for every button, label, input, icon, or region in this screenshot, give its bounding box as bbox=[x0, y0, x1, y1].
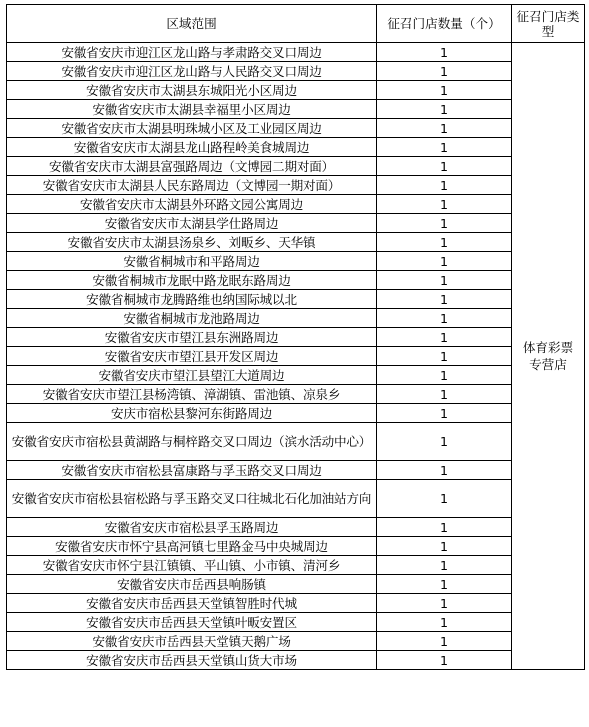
area-cell: 安徽省桐城市和平路周边 bbox=[7, 252, 377, 271]
table-row bbox=[7, 480, 585, 518]
count-cell: 1 bbox=[377, 100, 512, 119]
count-cell: 1 bbox=[377, 176, 512, 195]
area-cell: 安徽省安庆市岳西县响肠镇 bbox=[7, 575, 377, 594]
count-cell: 1 bbox=[377, 575, 512, 594]
area-cell: 安徽省安庆市岳西县天堂镇山货大市场 bbox=[7, 651, 377, 670]
area-cell: 安徽省安庆市望江县杨湾镇、漳湖镇、雷池镇、凉泉乡 bbox=[7, 385, 377, 404]
table-row bbox=[7, 556, 585, 575]
table-row bbox=[7, 176, 585, 195]
area-cell: 安徽省桐城市龙腾路维也纳国际城以北 bbox=[7, 290, 377, 309]
area-cell: 安徽省安庆市怀宁县江镇镇、平山镇、小市镇、清河乡 bbox=[7, 556, 377, 575]
count-cell: 1 bbox=[377, 119, 512, 138]
table-row bbox=[7, 214, 585, 233]
area-cell: 安徽省安庆市迎江区龙山路与人民路交叉口周边 bbox=[7, 62, 377, 81]
area-cell: 安徽省安庆市太湖县学仕路周边 bbox=[7, 214, 377, 233]
store-recruitment-table bbox=[6, 4, 585, 670]
count-cell: 1 bbox=[377, 347, 512, 366]
table-row bbox=[7, 252, 585, 271]
table-row bbox=[7, 309, 585, 328]
area-cell: 安徽省安庆市岳西县天堂镇天鹅广场 bbox=[7, 632, 377, 651]
count-cell: 1 bbox=[377, 518, 512, 537]
area-cell: 安徽省桐城市龙池路周边 bbox=[7, 309, 377, 328]
store-type-line: 专营店 bbox=[529, 357, 567, 372]
table-row bbox=[7, 233, 585, 252]
area-cell: 安徽省安庆市岳西县天堂镇智胜时代城 bbox=[7, 594, 377, 613]
count-cell: 1 bbox=[377, 632, 512, 651]
table-row bbox=[7, 651, 585, 670]
table-row bbox=[7, 575, 585, 594]
table-row bbox=[7, 385, 585, 404]
area-cell: 安徽省安庆市望江县望江大道周边 bbox=[7, 366, 377, 385]
count-cell: 1 bbox=[377, 328, 512, 347]
table-row bbox=[7, 100, 585, 119]
count-cell: 1 bbox=[377, 480, 512, 518]
count-cell: 1 bbox=[377, 214, 512, 233]
area-cell: 安徽省安庆市岳西县天堂镇叶畈安置区 bbox=[7, 613, 377, 632]
table-row bbox=[7, 537, 585, 556]
count-cell: 1 bbox=[377, 290, 512, 309]
area-cell: 安徽省安庆市太湖县东城阳光小区周边 bbox=[7, 81, 377, 100]
count-cell: 1 bbox=[377, 537, 512, 556]
table-row bbox=[7, 43, 585, 62]
table-row bbox=[7, 81, 585, 100]
count-cell: 1 bbox=[377, 43, 512, 62]
area-cell: 安徽省安庆市太湖县明珠城小区及工业园区周边 bbox=[7, 119, 377, 138]
area-cell: 安徽省安庆市太湖县幸福里小区周边 bbox=[7, 100, 377, 119]
table-row bbox=[7, 62, 585, 81]
area-cell: 安徽省安庆市宿松县黄湖路与桐梓路交叉口周边（滨水活动中心） bbox=[7, 423, 377, 461]
table-row bbox=[7, 632, 585, 651]
store-type-line: 体育彩票 bbox=[522, 340, 574, 355]
area-cell: 安徽省安庆市望江县开发区周边 bbox=[7, 347, 377, 366]
table-row bbox=[7, 195, 585, 214]
store-recruitment-table-sheet bbox=[6, 4, 584, 670]
count-cell: 1 bbox=[377, 556, 512, 575]
table-row bbox=[7, 138, 585, 157]
header-type: 征召门店类型 bbox=[512, 5, 585, 43]
table-row bbox=[7, 613, 585, 632]
header-count: 征召门店数量（个） bbox=[377, 5, 512, 43]
header-area: 区域范围 bbox=[7, 5, 377, 43]
count-cell: 1 bbox=[377, 385, 512, 404]
count-cell: 1 bbox=[377, 252, 512, 271]
area-cell: 安徽省桐城市龙眠中路龙眠东路周边 bbox=[7, 271, 377, 290]
table-row bbox=[7, 119, 585, 138]
table-row bbox=[7, 290, 585, 309]
count-cell: 1 bbox=[377, 195, 512, 214]
table-row bbox=[7, 347, 585, 366]
table-header-row bbox=[7, 5, 585, 43]
count-cell: 1 bbox=[377, 613, 512, 632]
count-cell: 1 bbox=[377, 404, 512, 423]
area-cell: 安徽省安庆市宿松县宿松路与孚玉路交叉口往城北石化加油站方向 bbox=[7, 480, 377, 518]
table-row bbox=[7, 328, 585, 347]
table-row bbox=[7, 366, 585, 385]
area-cell: 安徽省安庆市太湖县龙山路程岭美食城周边 bbox=[7, 138, 377, 157]
area-cell: 安徽省安庆市怀宁县高河镇七里路金马中央城周边 bbox=[7, 537, 377, 556]
count-cell: 1 bbox=[377, 138, 512, 157]
count-cell: 1 bbox=[377, 366, 512, 385]
table-row bbox=[7, 271, 585, 290]
area-cell: 安徽省安庆市太湖县人民东路周边（文博园一期对面） bbox=[7, 176, 377, 195]
table-row bbox=[7, 404, 585, 423]
table-row bbox=[7, 423, 585, 461]
count-cell: 1 bbox=[377, 651, 512, 670]
count-cell: 1 bbox=[377, 594, 512, 613]
table-row bbox=[7, 461, 585, 480]
area-cell: 安徽省安庆市太湖县汤泉乡、刘畈乡、天华镇 bbox=[7, 233, 377, 252]
area-cell: 安徽省安庆市太湖县外环路文园公寓周边 bbox=[7, 195, 377, 214]
area-cell: 安庆市宿松县黎河东街路周边 bbox=[7, 404, 377, 423]
table-row bbox=[7, 157, 585, 176]
table-body bbox=[7, 43, 585, 670]
table-row bbox=[7, 594, 585, 613]
area-cell: 安徽省安庆市宿松县孚玉路周边 bbox=[7, 518, 377, 537]
count-cell: 1 bbox=[377, 157, 512, 176]
count-cell: 1 bbox=[377, 62, 512, 81]
count-cell: 1 bbox=[377, 309, 512, 328]
table-row bbox=[7, 518, 585, 537]
count-cell: 1 bbox=[377, 271, 512, 290]
store-type-cell bbox=[512, 43, 585, 670]
count-cell: 1 bbox=[377, 233, 512, 252]
count-cell: 1 bbox=[377, 81, 512, 100]
count-cell: 1 bbox=[377, 461, 512, 480]
area-cell: 安徽省安庆市望江县东洲路周边 bbox=[7, 328, 377, 347]
area-cell: 安徽省安庆市宿松县富康路与孚玉路交叉口周边 bbox=[7, 461, 377, 480]
area-cell: 安徽省安庆市迎江区龙山路与孝肃路交叉口周边 bbox=[7, 43, 377, 62]
count-cell: 1 bbox=[377, 423, 512, 461]
area-cell: 安徽省安庆市太湖县富强路周边（文博园二期对面） bbox=[7, 157, 377, 176]
